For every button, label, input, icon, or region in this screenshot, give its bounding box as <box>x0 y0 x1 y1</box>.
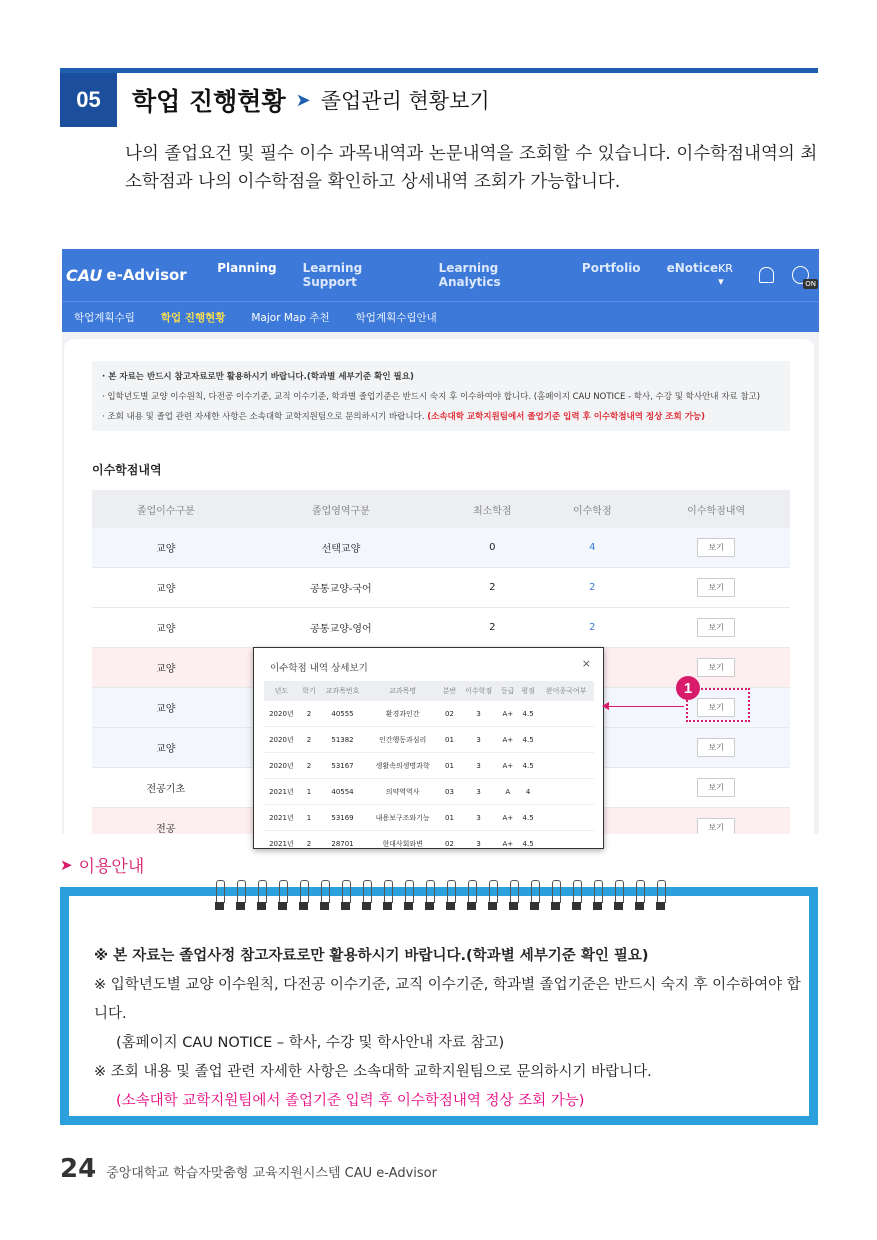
cell <box>642 528 790 568</box>
modal-cell: 4 <box>518 779 538 805</box>
ring-icon <box>425 880 434 912</box>
modal-cell <box>538 805 594 831</box>
modal-cell: 4.5 <box>518 805 538 831</box>
notice-line-2: · 입학년도별 교양 이수원칙, 다전공 이수기준, 교직 이수기준, 학과별 졸업기준은 반드시 숙지 후 이수하여야 합니다. (홈페이지 CAU NOTICE - 학사, 수강 및 학사안내 자료 참고) <box>102 392 761 402</box>
cell: 교양 <box>92 528 240 568</box>
view-button[interactable]: 보기 <box>697 538 734 557</box>
notice-box <box>92 361 790 431</box>
cell: 공통교양-국어 <box>240 568 443 608</box>
ring-icon <box>383 880 392 912</box>
section-title-text: 학업 진행현황 <box>132 87 286 116</box>
modal-cell: 3 <box>460 831 498 850</box>
sub-nav <box>62 301 819 332</box>
cell: 0 <box>442 528 542 568</box>
ring-icon <box>236 880 245 912</box>
ring-icon <box>257 880 266 912</box>
modal-row <box>264 727 594 753</box>
arrow-icon: ➤ <box>60 855 73 874</box>
modal-cell: 2021년 <box>264 831 299 850</box>
modal-table <box>264 681 594 849</box>
modal-cell: 51382 <box>319 727 366 753</box>
ring-icon <box>509 880 518 912</box>
guide-line-3b: (소속대학 교학지원팀에서 졸업기준 입력 후 이수학점내역 정상 조회 가능) <box>116 1093 585 1109</box>
cell: 교양 <box>92 648 240 688</box>
menu-portfolio[interactable]: Portfolio <box>581 261 641 275</box>
modal-cell: 53167 <box>319 753 366 779</box>
ring-icon <box>530 880 539 912</box>
modal-cell: 40554 <box>319 779 366 805</box>
notice-line-1: · 본 자료는 반드시 참고자료로만 활용하시기 바랍니다.(학과별 세부기준 확인 필요) <box>102 372 414 382</box>
subnav-plan[interactable]: 학업계획수립 <box>74 311 135 324</box>
language-label: KR <box>718 262 733 275</box>
cell: 교양 <box>92 728 240 768</box>
header-cell: 이수학점 <box>542 490 642 528</box>
modal-cell: 의약역역사 <box>366 779 439 805</box>
modal-cell: 현대사회와변 <box>366 831 439 850</box>
page-number: 24 <box>60 1154 97 1184</box>
cell: 교양 <box>92 608 240 648</box>
ring-icon <box>278 880 287 912</box>
header-cell: 이수학점내역 <box>642 490 790 528</box>
cell: 2 <box>442 608 542 648</box>
footer-text: 중앙대학교 학습자맞춤형 교육지원시스템 CAU e-Advisor <box>106 1166 437 1181</box>
nav-right <box>718 262 816 288</box>
modal-header: 등급 <box>498 681 518 701</box>
table-row <box>92 608 790 648</box>
cell <box>642 608 790 648</box>
cell <box>642 728 790 768</box>
view-button[interactable]: 보기 <box>697 578 734 597</box>
section-number: 05 <box>60 73 117 127</box>
cell: 교양 <box>92 568 240 608</box>
modal-cell: A+ <box>498 753 518 779</box>
table-row <box>92 568 790 608</box>
footer <box>60 1154 437 1184</box>
modal-cell: 3 <box>460 701 498 727</box>
guide-line-2: ※ 입학년도별 교양 이수원칙, 다전공 이수기준, 교직 이수기준, 학과별 졸업기준은 반드시 숙지 후 이수하여야 합니다. <box>94 977 801 1022</box>
menu-enotice[interactable]: eNotice <box>666 261 719 275</box>
guide-line-2b: (홈페이지 CAU NOTICE – 학사, 수강 및 학사안내 자료 참고) <box>116 1035 505 1051</box>
ring-icon <box>362 880 371 912</box>
ring-icon <box>467 880 476 912</box>
modal-row <box>264 701 594 727</box>
guide-line-3: ※ 조회 내용 및 졸업 관련 자세한 사항은 소속대학 교학지원팀으로 문의하시기 바랍니다. <box>94 1064 652 1080</box>
modal-cell: 4.5 <box>518 701 538 727</box>
notice-text-2: 입학년도별 교양 이수원칙, 다전공 이수기준, 교직 이수기준, 학과별 졸업기준은 반드시 숙지 후 이수하여야 합니다. (홈페이지 CAU NOTICE - 학사, 수강 및 학사안내 자료 참고) <box>107 392 761 402</box>
ring-icon <box>656 880 665 912</box>
table-row <box>92 528 790 568</box>
menu-learning-analytics[interactable]: Learning Analytics <box>438 261 501 289</box>
guide-heading-text: 이용안내 <box>78 857 145 877</box>
binder-rings <box>215 880 665 912</box>
modal-cell: 4.5 <box>518 831 538 850</box>
notice-text-1: 본 자료는 반드시 참고자료로만 활용하시기 바랍니다.(학과별 세부기준 확인 필요) <box>108 372 414 382</box>
modal-cell: 2 <box>299 701 319 727</box>
modal-cell: 02 <box>439 701 459 727</box>
modal-header: 년도 <box>264 681 299 701</box>
modal-cell: 02 <box>439 831 459 850</box>
guide-line-1: ※ 본 자료는 졸업사정 참고자료로만 활용하시기 바랍니다.(학과별 세부기준 확인 필요) <box>94 948 649 964</box>
view-button[interactable]: 보기 <box>697 698 734 717</box>
guide-heading <box>60 852 144 877</box>
modal-cell: 2 <box>299 831 319 850</box>
modal-title: 이수학점 내역 상세보기 <box>270 663 368 674</box>
ring-icon <box>341 880 350 912</box>
modal-cell: 2 <box>299 727 319 753</box>
ring-icon <box>488 880 497 912</box>
cell: 2 <box>542 568 642 608</box>
menu-planning[interactable]: Planning <box>217 261 277 275</box>
view-button[interactable]: 보기 <box>697 618 734 637</box>
modal-cell: A+ <box>498 701 518 727</box>
modal-cell: 53169 <box>319 805 366 831</box>
modal-row <box>264 753 594 779</box>
cell <box>642 568 790 608</box>
subnav-progress[interactable]: 학업 진행현황 <box>160 311 226 324</box>
modal-cell: 생활속의생명과학 <box>366 753 439 779</box>
modal-cell: 환경과인간 <box>366 701 439 727</box>
modal-cell <box>538 727 594 753</box>
modal-cell: 4.5 <box>518 753 538 779</box>
modal-cell: 2020년 <box>264 727 299 753</box>
modal-cell: A+ <box>498 727 518 753</box>
cell: 2 <box>442 568 542 608</box>
subnav-majormap[interactable]: Major Map 추천 <box>251 311 330 324</box>
guide-text <box>94 942 804 1116</box>
modal-cell <box>538 753 594 779</box>
modal-header: 분반 <box>439 681 459 701</box>
modal-cell: A <box>498 779 518 805</box>
user-icon[interactable] <box>792 266 816 288</box>
cell: 선택교양 <box>240 528 443 568</box>
modal-cell: 03 <box>439 779 459 805</box>
modal-cell: 2021년 <box>264 779 299 805</box>
ring-icon <box>320 880 329 912</box>
modal-cell <box>538 831 594 850</box>
modal-header: 이수학점 <box>460 681 498 701</box>
subnav-guide[interactable]: 학업계획수립안내 <box>355 311 437 324</box>
on-badge: ON <box>805 280 816 288</box>
ring-icon <box>593 880 602 912</box>
cell: 2 <box>542 608 642 648</box>
view-button[interactable]: 보기 <box>697 818 734 834</box>
cell <box>642 648 790 688</box>
modal-cell: 내용보구조와기능 <box>366 805 439 831</box>
modal-cell: 01 <box>439 753 459 779</box>
detail-modal <box>253 647 604 849</box>
cell: 전공 <box>92 808 240 835</box>
modal-cell: 2 <box>299 753 319 779</box>
view-button[interactable]: 보기 <box>697 738 734 757</box>
cell: 4 <box>542 528 642 568</box>
language-select[interactable]: KR ▾ <box>718 262 733 288</box>
cell: 교양 <box>92 688 240 728</box>
main-menu <box>217 261 718 289</box>
top-rule <box>60 68 818 73</box>
ring-icon <box>215 880 224 912</box>
modal-row <box>264 831 594 850</box>
modal-cell: A+ <box>498 831 518 850</box>
modal-header: 교과목명 <box>366 681 439 701</box>
pointer-arrow <box>608 706 684 707</box>
modal-cell: 2020년 <box>264 701 299 727</box>
callout-badge: 1 <box>676 676 700 700</box>
ring-icon <box>635 880 644 912</box>
table-title: 이수학점내역 <box>92 463 162 477</box>
modal-cell: 01 <box>439 805 459 831</box>
ring-icon <box>614 880 623 912</box>
modal-cell: 1 <box>299 805 319 831</box>
modal-row <box>264 805 594 831</box>
modal-cell: 3 <box>460 753 498 779</box>
menu-learning-support[interactable]: Learning Support <box>302 261 363 289</box>
modal-cell: 1 <box>299 779 319 805</box>
ring-icon <box>446 880 455 912</box>
ring-icon <box>572 880 581 912</box>
modal-cell <box>538 701 594 727</box>
modal-header: 완이종국여부 <box>538 681 594 701</box>
modal-header: 평점 <box>518 681 538 701</box>
top-nav <box>62 249 819 301</box>
modal-cell: 2020년 <box>264 753 299 779</box>
view-button[interactable]: 보기 <box>697 658 734 677</box>
cell: 공통교양-영어 <box>240 608 443 648</box>
modal-cell: 3 <box>460 779 498 805</box>
logo[interactable] <box>66 266 211 285</box>
notice-text-3: 조회 내용 및 졸업 관련 자세한 사항은 소속대학 교학지원팀으로 문의하시기 바랍니다. <box>107 412 425 422</box>
notice-red: (소속대학 교학지원팀에서 졸업기준 입력 후 이수학점내역 정상 조회 가능) <box>427 412 705 422</box>
bell-icon[interactable] <box>759 267 774 283</box>
section-subtitle: 졸업관리 현황보기 <box>320 89 490 113</box>
notice-line-3: · 조회 내용 및 졸업 관련 자세한 사항은 소속대학 교학지원팀으로 문의하시기 바랍니다. (소속대학 교학지원팀에서 졸업기준 입력 후 이수학점내역 정상 조회 가능) <box>102 412 705 422</box>
logo-cau: CAU <box>66 265 103 285</box>
intro-text: 나의 졸업요건 및 필수 이수 과목내역과 논문내역을 조회할 수 있습니다. 이수학점내역의 최소학점과 나의 이수학점을 확인하고 상세내역 조회가 가능합니다. <box>125 144 818 192</box>
close-icon[interactable]: × <box>581 657 591 670</box>
modal-cell <box>538 779 594 805</box>
modal-header: 학기 <box>299 681 319 701</box>
modal-cell: 2021년 <box>264 805 299 831</box>
header-cell: 졸업영역구분 <box>240 490 443 528</box>
section-title <box>132 82 490 118</box>
ring-icon <box>404 880 413 912</box>
modal-cell: 3 <box>460 727 498 753</box>
modal-cell: A+ <box>498 805 518 831</box>
header-cell: 졸업이수구분 <box>92 490 240 528</box>
modal-cell: 01 <box>439 727 459 753</box>
modal-row <box>264 779 594 805</box>
modal-header: 교과목번호 <box>319 681 366 701</box>
logo-text: e-Advisor <box>106 266 187 284</box>
modal-cell: 28701 <box>319 831 366 850</box>
modal-cell: 인간행동과심리 <box>366 727 439 753</box>
cell: 전공기초 <box>92 768 240 808</box>
ring-icon <box>551 880 560 912</box>
cell <box>642 768 790 808</box>
header-cell: 최소학점 <box>442 490 542 528</box>
cell <box>642 808 790 835</box>
modal-cell: 4.5 <box>518 727 538 753</box>
view-button[interactable]: 보기 <box>697 778 734 797</box>
arrow-icon: ➤ <box>295 89 311 111</box>
ring-icon <box>299 880 308 912</box>
modal-cell: 40555 <box>319 701 366 727</box>
modal-cell: 3 <box>460 805 498 831</box>
